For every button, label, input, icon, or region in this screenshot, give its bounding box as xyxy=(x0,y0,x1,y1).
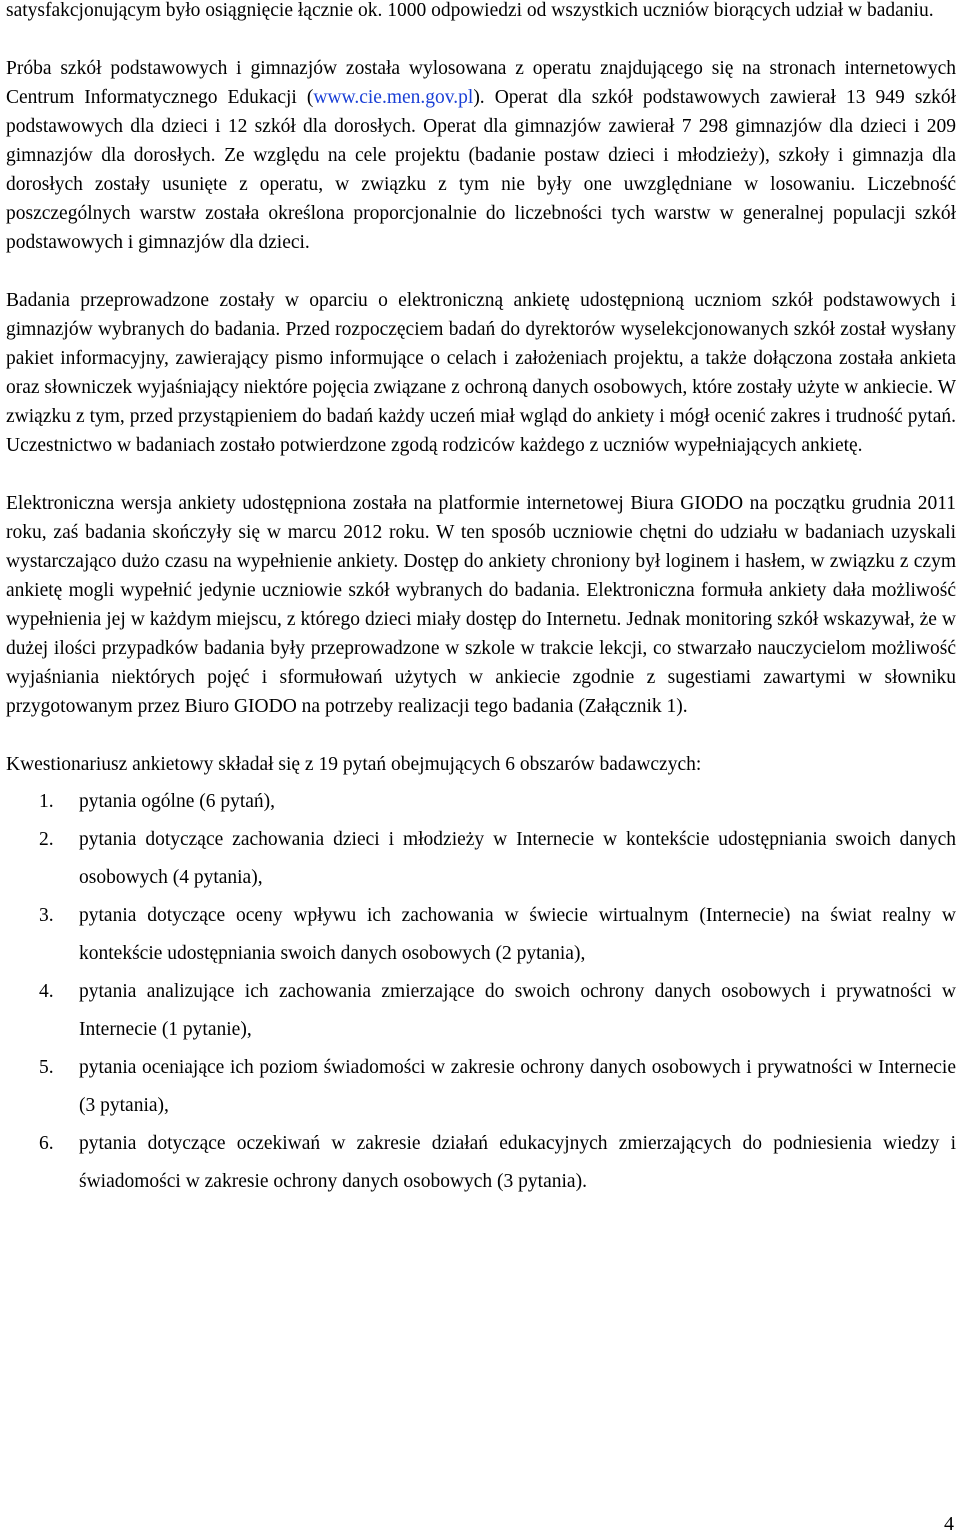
list-item xyxy=(6,1125,956,1201)
list-item-text: pytania oceniające ich poziom świadomości w zakresie ochrony danych osobowych i prywatności w Internecie (3 pytania), xyxy=(79,1057,956,1116)
paragraph-questionnaire-intro: Kwestionariusz ankietowy składał się z 19 pytań obejmujących 6 obszarów badawczych: xyxy=(6,754,702,775)
paragraph-sampling xyxy=(6,54,956,257)
paragraph-continuation: satysfakcjonującym było osiągnięcie łącznie ok. 1000 odpowiedzi od wszystkich uczniów biorących udział w badaniu. xyxy=(6,0,934,21)
paragraph-sampling-text-start: Próba szkół podstawowych i gimnazjów została wylosowana z operatu znajdującego się na stronach internetowych Centrum Informatycznego Edukacji ( xyxy=(6,58,956,108)
list-item-text: pytania dotyczące oczekiwań w zakresie działań edukacyjnych zmierzających do podniesienia wiedzy i świadomości w zakresie ochrony danych osobowych (3 pytania). xyxy=(79,1133,956,1192)
list-item-text: pytania ogólne (6 pytań), xyxy=(79,791,276,812)
list-item-number: 4. xyxy=(39,981,54,1002)
research-areas-list xyxy=(6,783,956,1201)
cie-website-link[interactable]: www.cie.men.gov.pl xyxy=(313,87,474,108)
list-item xyxy=(6,973,956,1049)
page-number: 4 xyxy=(944,1513,954,1535)
list-item-number: 6. xyxy=(39,1133,54,1154)
list-item-number: 1. xyxy=(39,791,54,812)
document-page xyxy=(6,0,956,1201)
list-item xyxy=(6,897,956,973)
list-item-text: pytania dotyczące zachowania dzieci i młodzieży w Internecie w kontekście udostępniania swoich danych osobowych (4 pytania), xyxy=(79,829,956,888)
list-item-number: 3. xyxy=(39,905,54,926)
list-item xyxy=(6,783,956,821)
list-item-number: 2. xyxy=(39,829,54,850)
list-item xyxy=(6,1049,956,1125)
paragraph-electronic-survey: Elektroniczna wersja ankiety udostępniona została na platformie internetowej Biura GIODO na początku grudnia 2011 roku, zaś badania skończyły się w marcu 2012 roku. W ten sposób uczniowie chętni do udziału w badaniach uzyskali wystarczająco dużo czasu na wypełnienie ankiety. Dostęp do ankiety chroniony był loginem i hasłem, w związku z czym ankietę mogli wypełnić jedynie uczniowie szkół wybranych do badania. Elektroniczna formuła ankiety dała możliwość wypełnienia jej w każdym miejscu, z którego dzieci miały dostęp do Internetu. Jednak monitoring szkół wskazywał, że w dużej ilości przypadków badania były przeprowadzone w szkole w trakcie lekcji, co stwarzało nauczycielom możliwość wyjaśniania niektórych pojęć i sformułowań użytych w ankiecie zgodnie z sugestiami zawartymi w słowniku przygotowanym przez Biuro GIODO na potrzeby realizacji tego badania (Załącznik 1). xyxy=(6,493,956,717)
list-item-text: pytania analizujące ich zachowania zmierzające do swoich ochrony danych osobowych i prywatności w Internecie (1 pytanie), xyxy=(79,981,956,1040)
paragraph-sampling-text-end: ). Operat dla szkół podstawowych zawierał 13 949 szkół podstawowych dla dzieci i 12 szkół dla dorosłych. Operat dla gimnazjów zawierał 7 298 gimnazjów dla dzieci i 209 gimnazjów dla dorosłych. Ze względu na cele projektu (badanie postaw dzieci i młodzieży), szkoły i gimnazja dla dorosłych zostały usunięte z operatu, w związku z tym nie były one uwzględniane w losowaniu. Liczebność poszczególnych warstw została określona proporcjonalnie do liczebności tych warstw w generalnej populacji szkół podstawowych i gimnazjów dla dzieci. xyxy=(6,87,956,253)
list-item-text: pytania dotyczące oceny wpływu ich zachowania w świecie wirtualnym (Internecie) na świat realny w kontekście udostępniania swoich danych osobowych (2 pytania), xyxy=(79,905,956,964)
paragraph-survey-method: Badania przeprowadzone zostały w oparciu o elektroniczną ankietę udostępnioną uczniom szkół podstawowych i gimnazjów wybranych do badania. Przed rozpoczęciem badań do dyrektorów wyselekcjonowanych szkół został wysłany pakiet informacyjny, zawierający pismo informujące o celach i założeniach projektu, a także dołączona została ankieta oraz słowniczek wyjaśniający niektóre pojęcia związane z ochroną danych osobowych, które zostały użyte w ankiecie. W związku z tym, przed przystąpieniem do badań każdy uczeń miał wgląd do ankiety i mógł ocenić zakres i trudność pytań. Uczestnictwo w badaniach zostało potwierdzone zgodą rodziców każdego z uczniów wypełniających ankietę. xyxy=(6,290,956,456)
list-item-number: 5. xyxy=(39,1057,54,1078)
list-item xyxy=(6,821,956,897)
